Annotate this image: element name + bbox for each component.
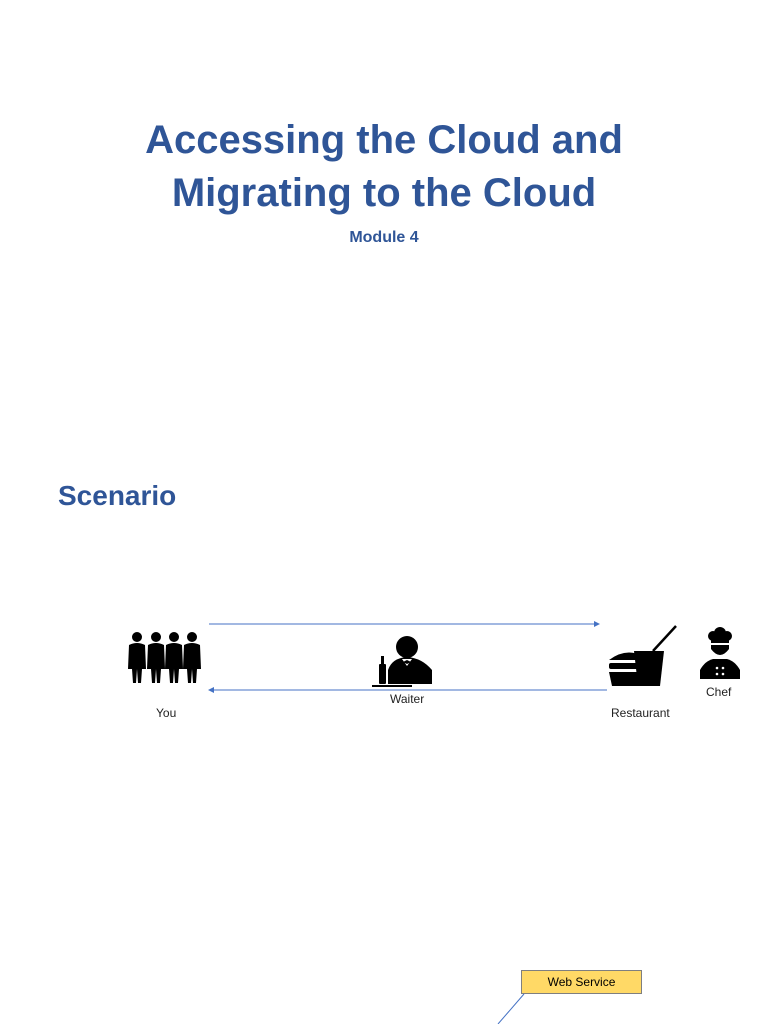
chef-label: Chef: [706, 685, 732, 699]
title-line-1: Accessing the Cloud and: [145, 118, 623, 162]
section-heading: Scenario: [58, 480, 177, 511]
restaurant-icon: [609, 626, 676, 686]
people-group-icon: [128, 632, 201, 683]
waiter-label: Waiter: [390, 692, 425, 706]
title-line-2: Migrating to the Cloud: [171, 171, 597, 215]
chef-icon: [700, 627, 740, 679]
web-service-callout: Web Service: [521, 970, 642, 994]
restaurant-label: Restaurant: [611, 706, 670, 720]
subtitle: Module 4: [349, 229, 419, 246]
callout-connector: [498, 994, 524, 1024]
you-label: You: [156, 706, 177, 720]
waiter-icon: [372, 636, 432, 686]
